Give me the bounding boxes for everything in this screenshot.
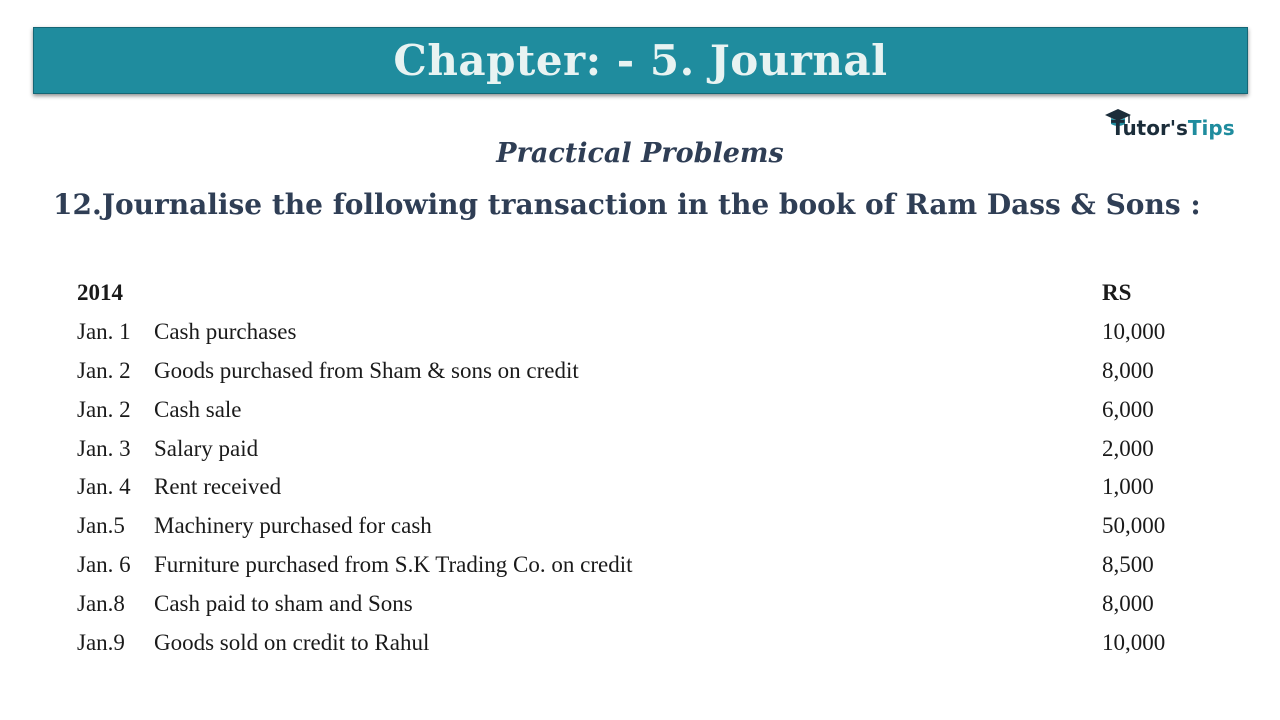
section-subtitle: Practical Problems xyxy=(496,138,784,169)
table-row xyxy=(77,394,1227,433)
row-amount: 10,000 xyxy=(1102,630,1166,656)
year-header: 2014 xyxy=(77,280,123,305)
row-date: Jan. 6 xyxy=(77,552,131,578)
row-amount: 1,000 xyxy=(1102,474,1154,500)
chapter-title: Chapter: - 5. Journal xyxy=(393,36,888,85)
row-date: Jan. 4 xyxy=(77,474,131,500)
row-date: Jan. 2 xyxy=(77,396,131,422)
table-row xyxy=(77,355,1227,394)
row-description: Furniture purchased from S.K Trading Co. on credit xyxy=(154,552,633,578)
row-description: Cash paid to sham and Sons xyxy=(154,591,413,617)
row-amount: 8,000 xyxy=(1102,357,1154,383)
logo-text-main: Tutor's xyxy=(1111,116,1188,140)
row-description: Cash sale xyxy=(154,396,242,422)
chapter-header-bar xyxy=(33,27,1248,94)
table-row xyxy=(77,433,1227,472)
amount-header: RS xyxy=(1102,280,1132,305)
row-description: Goods purchased from Sham & sons on credit xyxy=(154,357,579,383)
table-row xyxy=(77,510,1227,549)
row-description: Cash purchases xyxy=(154,318,297,344)
table-row xyxy=(77,549,1227,588)
row-description: Salary paid xyxy=(154,435,259,461)
transactions-table xyxy=(77,277,1227,666)
row-date: Jan. 3 xyxy=(77,435,131,461)
row-description: Machinery purchased for cash xyxy=(154,513,432,539)
row-amount: 2,000 xyxy=(1102,435,1154,461)
question-text: 12.Journalise the following transaction in the book of Ram Dass & Sons : xyxy=(53,188,1201,221)
table-header-row xyxy=(77,277,1227,316)
row-date: Jan.8 xyxy=(77,591,125,617)
row-date: Jan. 1 xyxy=(77,318,131,344)
row-description: Goods sold on credit to Rahul xyxy=(154,630,430,656)
row-amount: 50,000 xyxy=(1102,513,1166,539)
table-row xyxy=(77,588,1227,627)
row-amount: 10,000 xyxy=(1102,318,1166,344)
row-amount: 6,000 xyxy=(1102,396,1154,422)
row-date: Jan. 2 xyxy=(77,357,131,383)
table-row xyxy=(77,627,1227,666)
row-amount: 8,500 xyxy=(1102,552,1154,578)
table-row xyxy=(77,471,1227,510)
row-date: Jan.5 xyxy=(77,513,125,539)
row-date: Jan.9 xyxy=(77,630,125,656)
logo-wordmark xyxy=(1111,116,1235,140)
row-description: Rent received xyxy=(154,474,282,500)
table-row xyxy=(77,316,1227,355)
table-body xyxy=(77,316,1227,666)
logo-text-accent: Tips xyxy=(1187,116,1235,140)
row-amount: 8,000 xyxy=(1102,591,1154,617)
